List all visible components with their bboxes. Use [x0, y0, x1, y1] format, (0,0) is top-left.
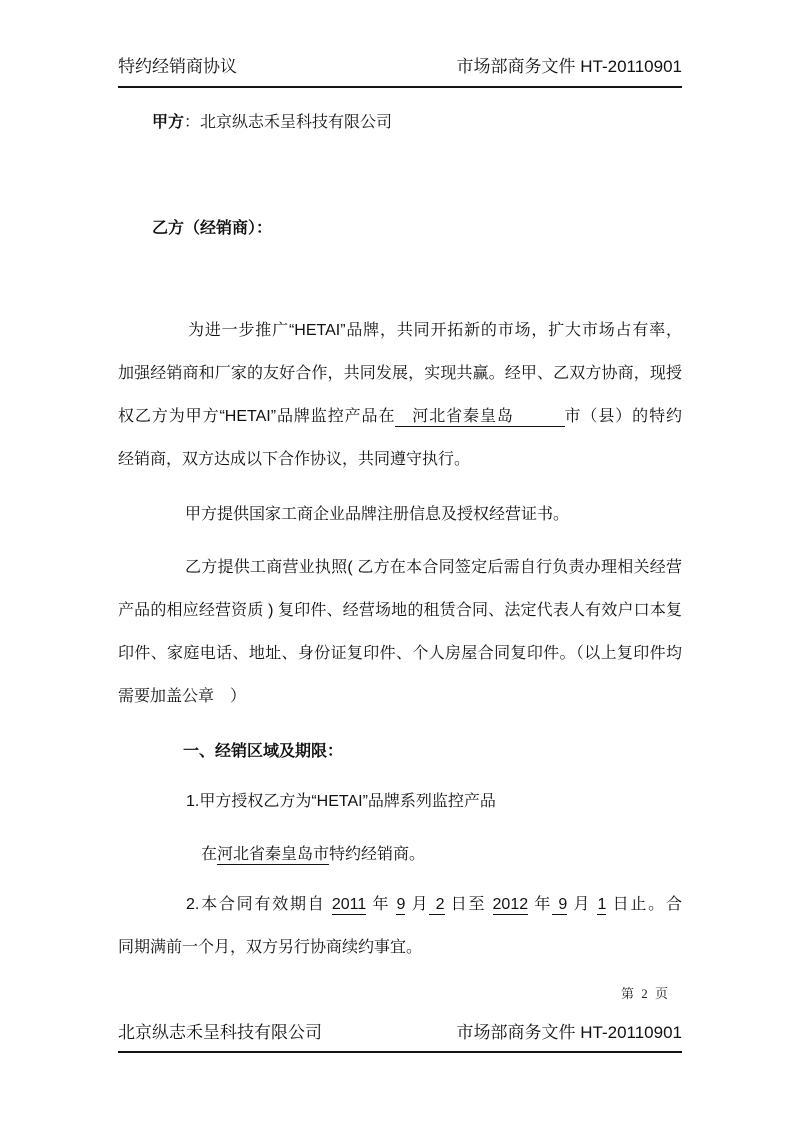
party-b-provides-line-4 [118, 686, 682, 707]
text-segment: 乙方提供工商营业执照( 乙方在本合同签定后需自行负责办理相关经营 [185, 559, 682, 576]
page-footer [118, 1022, 682, 1053]
text-segment: 月 [567, 896, 598, 913]
party-a-provides-line [118, 504, 682, 525]
text-segment: 2.本合同有效期自 [186, 896, 332, 913]
page-header [118, 56, 682, 88]
text-segment: 1.甲方授权乙方为“HETAI”品牌系列监控产品 [186, 793, 496, 810]
filled-blank: 2011 [331, 896, 367, 913]
clause-2-line-1 [118, 894, 682, 915]
footer-company: 北京纵志禾呈科技有限公司 [118, 1023, 322, 1042]
party-b-provides-line-1 [118, 557, 682, 578]
text-segment: 为进一步推广“HETAI”品牌，共同开拓新的市场，扩大市场占有率， [188, 322, 682, 339]
text-segment: 经销商，双方达成以下合作协议，共同遵守执行。 [118, 451, 471, 468]
text-segment: 月 [405, 896, 430, 913]
text-segment: 日至 [444, 896, 493, 913]
party-b-provides-line-3 [118, 643, 682, 664]
text-segment: 乙方（经销商）： [152, 220, 273, 237]
intro-line-1 [118, 320, 682, 341]
footer-doc-number: 市场部商务文件 HT-20110901 [456, 1023, 682, 1042]
filled-blank: 河北省秦皇岛 [395, 408, 565, 425]
clause-1-line-1 [118, 791, 682, 812]
header-title: 特约经销商协议 [118, 57, 237, 76]
filled-blank: 9 [552, 896, 568, 913]
text-segment: 年 [528, 896, 553, 913]
clause-1-line-2 [118, 844, 682, 865]
filled-blank: 1 [597, 896, 607, 913]
section-heading [118, 741, 682, 762]
party-a-line [118, 112, 682, 133]
text-segment: 年 [366, 896, 397, 913]
text-segment: 一、经销区域及期限： [183, 743, 344, 760]
text-segment: 加强经销商和厂家的友好合作，共同发展，实现共赢。经甲、乙双方协商，现授 [118, 365, 682, 382]
text-segment: 产品的相应经营资质 ) 复印件、经营场地的租赁合同、法定代表人有效户口本复 [118, 602, 682, 619]
text-segment: 权乙方为甲方“HETAI”品牌监控产品在 [118, 408, 396, 425]
text-segment: ：北京纵志禾呈科技有限公司 [184, 114, 393, 131]
party-b-provides-line-2 [118, 600, 682, 621]
intro-line-4 [118, 449, 682, 470]
intro-line-2 [118, 363, 682, 384]
filled-blank: 2 [429, 896, 445, 913]
party-b-line [118, 218, 682, 239]
page-number: 第 2 页 [620, 986, 670, 1001]
text-segment: 甲方 [152, 114, 185, 131]
filled-blank: 2012 [492, 896, 529, 913]
text-segment: 同期满前一个月，双方另行协商续约事宜。 [118, 939, 423, 956]
text-segment: 需要加盖公章 ） [118, 688, 247, 705]
text-segment: 日止。合 [606, 896, 682, 913]
text-segment: 市（县）的特约 [564, 408, 682, 425]
clause-2-line-2 [118, 937, 682, 958]
filled-blank: 河北省秦皇岛市 [217, 846, 330, 863]
filled-blank: 9 [396, 896, 406, 913]
header-doc-number: 市场部商务文件 HT-20110901 [456, 57, 682, 76]
text-segment: 特约经销商。 [329, 846, 426, 863]
text-segment: 印件、家庭电话、地址、身份证复印件、个人房屋合同复印件。（以上复印件均 [118, 645, 682, 662]
text-segment: 甲方提供国家工商企业品牌注册信息及授权经营证书。 [185, 506, 570, 523]
text-segment: 在 [201, 846, 218, 863]
intro-line-3 [118, 406, 682, 427]
